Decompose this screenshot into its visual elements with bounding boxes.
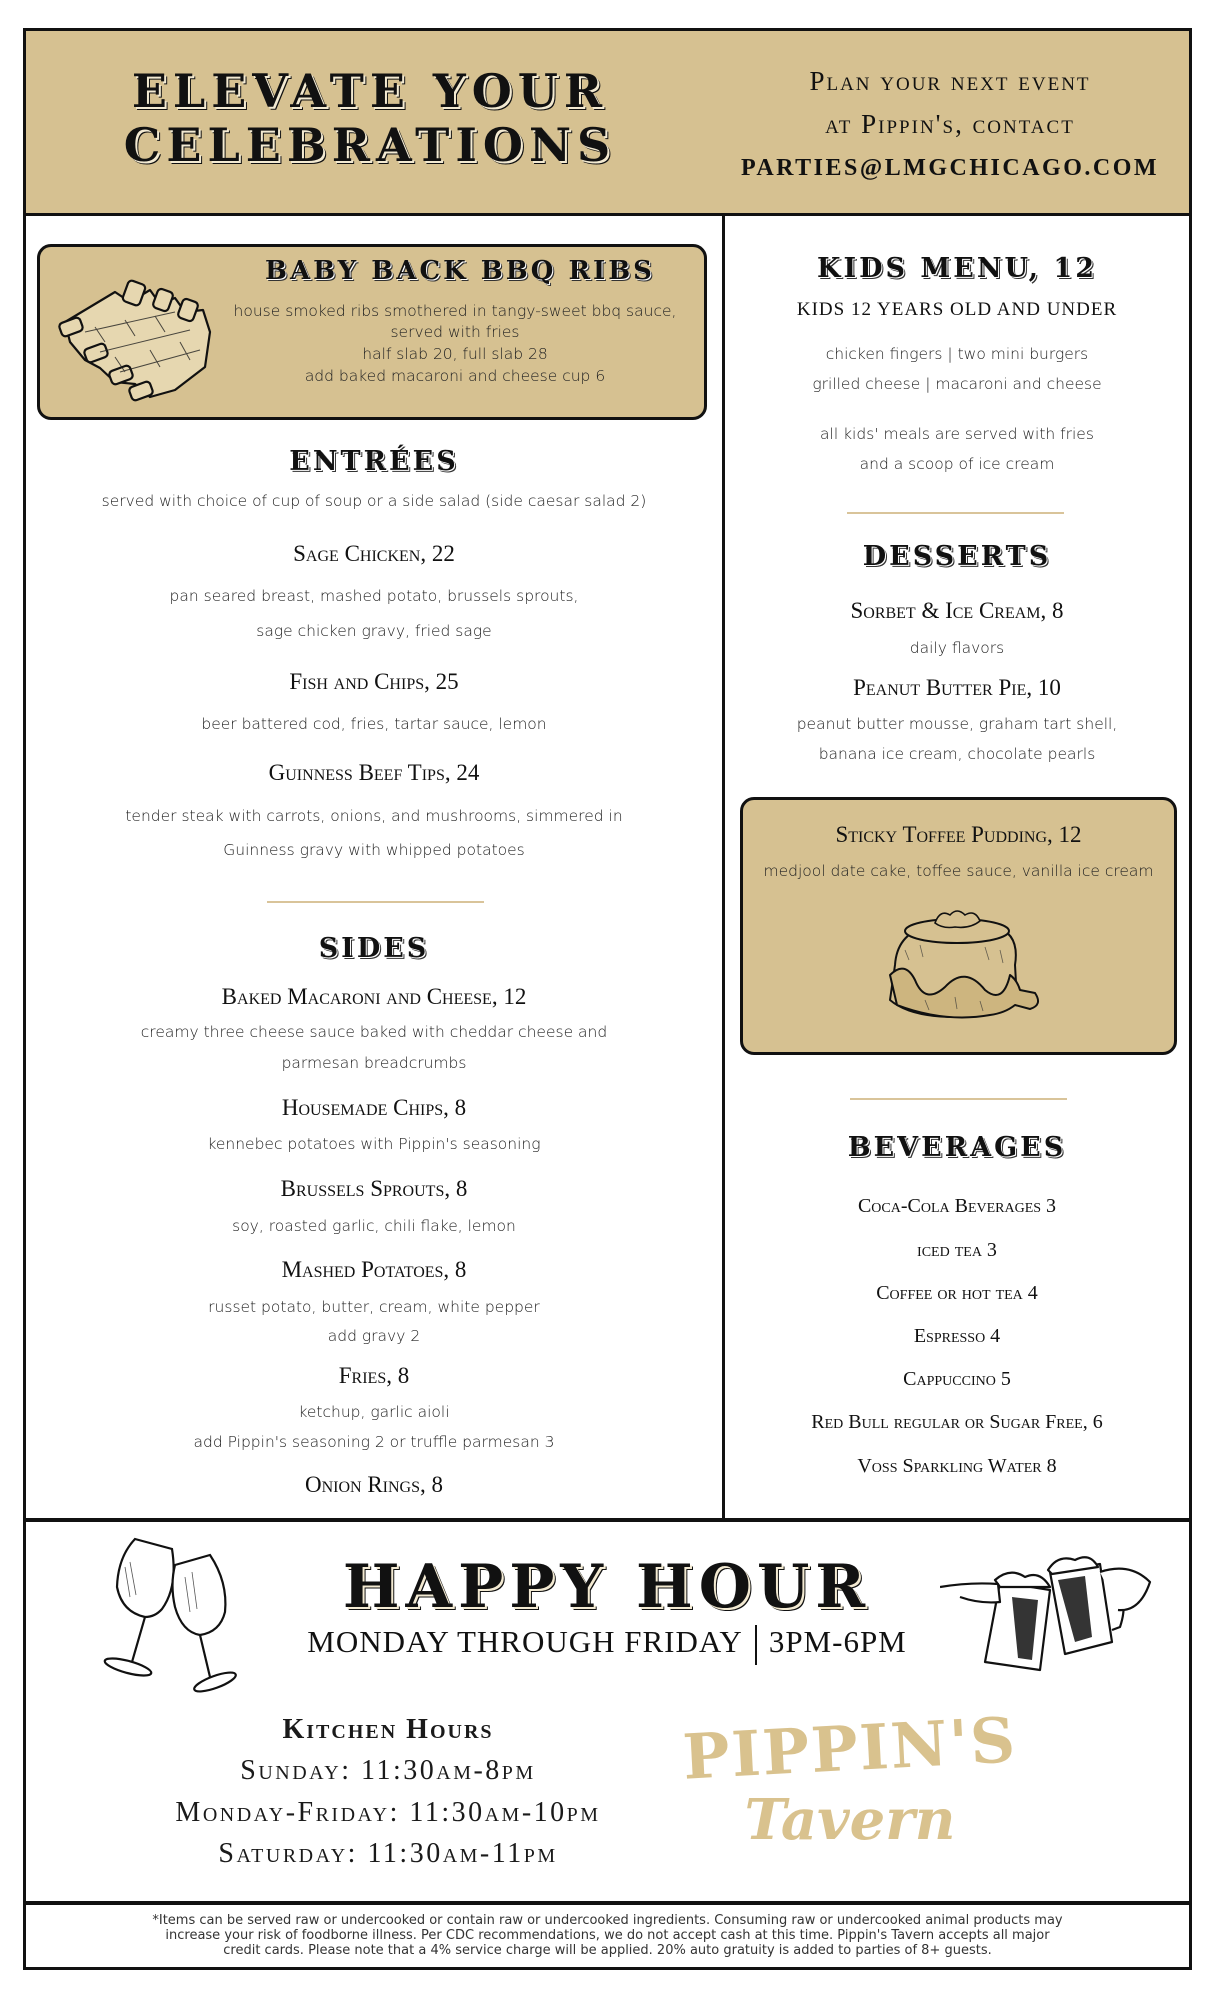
side-onion-rings-title: Onion Rings, 8 — [304, 1472, 444, 1497]
happy-hour-days: MONDAY THROUGH FRIDAY — [307, 1624, 743, 1659]
kids-title: KIDS MENU, 12 — [817, 253, 1097, 284]
ribs-desc-line3: half slab 20, full slab 28 — [362, 345, 548, 363]
header-contact-email[interactable]: PARTIES@LMGCHICAGO.COM — [740, 155, 1160, 181]
beverage-item: Coca-Cola Beverages 3 — [857, 1195, 1057, 1217]
side-fries-title: Fries, 8 — [338, 1363, 410, 1388]
side-mac-cheese-desc2: parmesan breadcrumbs — [281, 1054, 467, 1072]
kitchen-hours-saturday: Saturday: 11:30am-11pm — [218, 1838, 558, 1869]
kitchen-hours-sunday: Sunday: 11:30am-8pm — [240, 1755, 536, 1786]
dessert-sorbet-desc1: daily flavors — [909, 639, 1005, 657]
header-title-line1: ELEVATE YOUR — [131, 64, 609, 118]
side-fries-desc2: add Pippin's seasoning 2 or truffle parmesan 3 — [193, 1433, 555, 1451]
side-fries-desc1: ketchup, garlic aioli — [298, 1403, 450, 1421]
beverage-item: iced tea 3 — [917, 1239, 997, 1261]
beverage-item: Cappuccino 5 — [903, 1368, 1011, 1390]
ribs-desc-line2: served with fries — [390, 323, 520, 341]
entrees-divider — [267, 901, 484, 903]
dessert-pb-pie-title: Peanut Butter Pie, 10 — [853, 675, 1061, 700]
footer-line3: credit cards. Please note that a 4% service charge will be applied. 20% auto gratuity is added to parties of 8+ guests. — [223, 1943, 992, 1958]
kids-items-line2: grilled cheese | macaroni and cheese — [812, 375, 1102, 393]
logo-line2: Tavern — [744, 1787, 956, 1853]
kids-subtitle: KIDS 12 YEARS OLD AND UNDER — [796, 299, 1118, 320]
kitchen-hours-title: Kitchen Hours — [282, 1714, 494, 1745]
ribs-icon — [55, 272, 220, 404]
beverage-item: Red Bull regular or Sugar Free, 6 — [811, 1411, 1103, 1433]
entrees-title: ENTRÉES — [289, 446, 459, 477]
ribs-desc-line4: add baked macaroni and cheese cup 6 — [304, 367, 606, 385]
pudding-icon — [885, 905, 1045, 1030]
ribs-desc-line1: house smoked ribs smothered in tangy-sweet bbq sauce, — [233, 302, 677, 320]
dessert-sorbet-title: Sorbet & Ice Cream, 8 — [850, 598, 1064, 623]
header-title-line2: CELEBRATIONS — [123, 118, 617, 172]
toffee-title: Sticky Toffee Pudding, 12 — [835, 822, 1082, 847]
desserts-divider — [850, 1098, 1067, 1100]
logo-line1: PIPPIN'S — [681, 1703, 1019, 1794]
footer-disclaimer — [26, 1913, 1189, 1958]
toffee-desc: medjool date cake, toffee sauce, vanilla ice cream — [763, 862, 1154, 880]
entree-sage-chicken-desc1: pan seared breast, mashed potato, brussels sprouts, — [169, 587, 579, 605]
entree-sage-chicken-title: Sage Chicken, 22 — [293, 541, 455, 566]
beverages-title: BEVERAGES — [847, 1132, 1067, 1163]
entree-guinness-desc2: Guinness gravy with whipped potatoes — [223, 841, 525, 859]
side-chips-desc1: kennebec potatoes with Pippin's seasoning — [207, 1135, 541, 1153]
header-contact-line1: Plan your next event — [809, 66, 1091, 96]
side-brussels-title: Brussels Sprouts, 8 — [280, 1176, 468, 1201]
entree-fish-chips-title: Fish and Chips, 25 — [289, 669, 459, 694]
happy-hour-separator — [755, 1625, 757, 1665]
ribs-title: BABY BACK BBQ RIBS — [265, 256, 655, 286]
entree-guinness-desc1: tender steak with carrots, onions, and mushrooms, simmered in — [125, 807, 623, 825]
entrees-note: served with choice of cup of soup or a side salad (side caesar salad 2) — [101, 492, 647, 510]
happy-hour-schedule — [290, 1624, 924, 1665]
kids-divider — [847, 512, 1064, 514]
header-contact-line2: at Pippin's, contact — [825, 109, 1075, 139]
kids-note-line1: all kids' meals are served with fries — [820, 425, 1094, 443]
pippins-tavern-logo — [670, 1703, 1030, 1867]
beverage-item: Coffee or hot tea 4 — [876, 1282, 1038, 1304]
sides-title: SIDES — [318, 933, 430, 964]
beverage-item: Espresso 4 — [913, 1325, 1001, 1347]
kitchen-hours-monday-friday: Monday-Friday: 11:30am-10pm — [175, 1797, 601, 1828]
dessert-pb-pie-desc1: peanut butter mousse, graham tart shell, — [796, 715, 1118, 733]
entree-fish-chips-desc1: beer battered cod, fries, tartar sauce, lemon — [201, 715, 547, 733]
side-mac-cheese-title: Baked Macaroni and Cheese, 12 — [221, 984, 527, 1009]
side-mashed-title: Mashed Potatoes, 8 — [281, 1257, 467, 1282]
footer-line1: *Items can be served raw or undercooked or contain raw or undercooked ingredients. Consuming raw or undercooked animal products may — [152, 1913, 1063, 1928]
side-chips-title: Housemade Chips, 8 — [281, 1095, 467, 1120]
kids-items-line1: chicken fingers | two mini burgers — [825, 345, 1089, 363]
dessert-pb-pie-desc2: banana ice cream, chocolate pearls — [818, 745, 1096, 763]
footer-top-border — [23, 1901, 1192, 1905]
happy-hour-time: 3PM-6PM — [768, 1624, 907, 1659]
beverage-item: Voss Sparkling Water 8 — [857, 1455, 1057, 1477]
beer-mugs-icon — [940, 1542, 1152, 1680]
side-brussels-desc1: soy, roasted garlic, chili flake, lemon — [232, 1217, 516, 1235]
desserts-title: DESSERTS — [862, 541, 1052, 572]
entree-guinness-title: Guinness Beef Tips, 24 — [268, 760, 480, 785]
main-section-bottom-border — [23, 1518, 1192, 1522]
happy-hour-title: HAPPY HOUR — [342, 1552, 872, 1622]
entree-sage-chicken-desc2: sage chicken gravy, fried sage — [256, 622, 492, 640]
kids-note-line2: and a scoop of ice cream — [859, 455, 1055, 473]
footer-line2: increase your risk of foodborne illness. Per CDC recommendations, we do not accept cash at this time. Pippin's Tavern accepts all major — [165, 1928, 1050, 1943]
side-mashed-desc1: russet potato, butter, cream, white pepper — [208, 1298, 540, 1316]
wine-glasses-icon — [100, 1537, 260, 1695]
side-mac-cheese-desc1: creamy three cheese sauce baked with cheddar cheese and — [140, 1023, 608, 1041]
side-mashed-desc2: add gravy 2 — [327, 1327, 421, 1345]
